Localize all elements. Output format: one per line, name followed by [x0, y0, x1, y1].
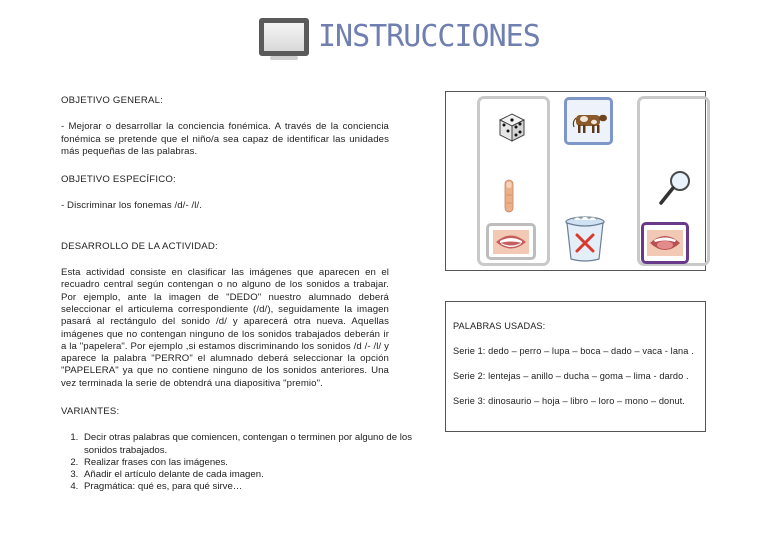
monitor-icon: [259, 18, 309, 56]
objetivo-general-text: - Mejorar o desarrollar la conciencia fonémica. A través de la conciencia fonémica se pretende que el niño/a sea capaz de identificar las unidades más pequeñas de las palabras.: [61, 121, 389, 157]
desarrollo-text: Esta actividad consiste en clasificar las imágenes que aparecen en el recuadro central según contengan o no alguno de los sonidos a trabajar. Por ejemplo, ante la imagen de "DEDO" nuestro alumnado deberá seleccionar el articulema correspondiente (/d/), seguidamente la imagen pasará al rectángulo del sonido /d/ y aparecerá otra nueva. Aquellas imágenes que no contengan ninguno de los sonidos trabajados deberán ir a la "papelera". Por ejemplo ,si estamos discriminando los sonidos /d /- /l/ y aparece la palabra "PERRO" el alumnado deberá seleccionar la opción "PAPELERA" ya que no contiene ninguno de los sonidos anteriores. Una vez terminada la serie de obtendrá una diapositiva "premio".: [61, 267, 389, 389]
articulema-l-tile[interactable]: [641, 222, 689, 264]
activity-preview-panel: [445, 91, 706, 271]
variantes-section: [61, 406, 416, 494]
trash-bin-icon[interactable]: [563, 215, 607, 263]
objetivo-general-heading: OBJETIVO GENERAL:: [61, 95, 164, 106]
list-item: 3. Añadir el artículo delante de cada imagen.: [81, 469, 416, 481]
finger-icon: [502, 178, 516, 214]
objetivo-especifico-heading: OBJETIVO ESPECÍFICO:: [61, 174, 176, 186]
current-image-tile[interactable]: [564, 97, 613, 145]
cow-icon: [570, 109, 608, 135]
desarrollo-heading: DESARROLLO DE LA ACTIVIDAD:: [61, 240, 218, 252]
page-title: INSTRUCCIONES: [318, 19, 540, 54]
serie-1: Serie 1: dedo – perro – lupa – boca – dado – vaca - lana .: [453, 346, 694, 356]
objetivo-especifico-text: - Discriminar los fonemas /d/- /l/.: [61, 200, 203, 212]
palabras-heading: PALABRAS USADAS:: [453, 321, 546, 331]
list-item: 4. Pragmática: qué es, para qué sirve…: [81, 481, 416, 493]
dice-icon: [496, 110, 528, 144]
variantes-list: [61, 432, 416, 493]
magnifier-icon: [656, 168, 694, 208]
articulema-d-tile[interactable]: [486, 223, 536, 260]
variantes-heading: VARIANTES:: [61, 406, 120, 417]
list-item: 2. Realizar frases con las imágenes.: [81, 457, 416, 469]
mouth-icon: [647, 230, 683, 256]
mouth-icon: [493, 230, 529, 254]
palabras-usadas-box: [445, 301, 706, 432]
serie-3: Serie 3: dinosaurio – hoja – libro – loro – mono – donut.: [453, 396, 685, 406]
instructions-text: [61, 95, 389, 390]
list-item: 1. Decir otras palabras que comiencen, contengan o terminen por alguno de los sonidos trabajados.: [81, 432, 416, 457]
serie-2: Serie 2: lentejas – anillo – ducha – goma – lima - dardo .: [453, 371, 689, 381]
